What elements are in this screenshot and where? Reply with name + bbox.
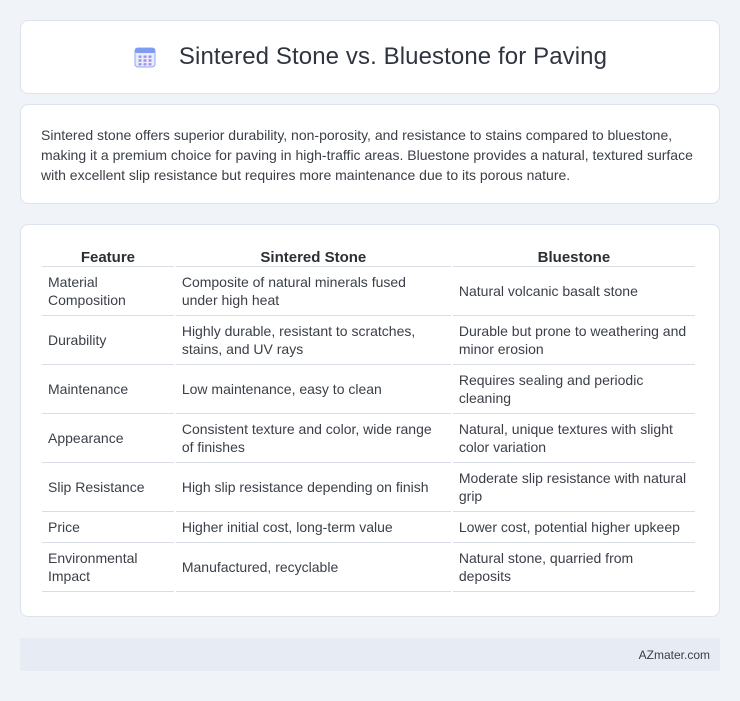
- table-row: [42, 316, 695, 365]
- bluestone-cell: Moderate slip resistance with natural grip: [453, 463, 695, 512]
- feature-cell: Durability: [42, 316, 174, 365]
- sintered-cell: Manufactured, recyclable: [176, 543, 451, 592]
- sintered-cell: Higher initial cost, long-term value: [176, 512, 451, 543]
- bluestone-cell: Natural, unique textures with slight color variation: [453, 414, 695, 463]
- intro-card: [20, 104, 720, 204]
- sintered-cell: Composite of natural minerals fused under high heat: [176, 267, 451, 316]
- bluestone-cell: Natural volcanic basalt stone: [453, 267, 695, 316]
- header-feature: Feature: [42, 245, 174, 267]
- feature-cell: Environmental Impact: [42, 543, 174, 592]
- sintered-cell: Consistent texture and color, wide range of finishes: [176, 414, 451, 463]
- title-card: [20, 20, 720, 94]
- intro-paragraph: Sintered stone offers superior durability, non-porosity, and resistance to stains compared to bluestone, making it a premium choice for paving in high-traffic areas. Bluestone provides a natural, textured surface with excellent slip resistance but requires more maintenance due to its porous nature.: [41, 127, 693, 183]
- comparison-table: [40, 245, 697, 592]
- feature-cell: Maintenance: [42, 365, 174, 414]
- header-sintered-stone: Sintered Stone: [176, 245, 451, 267]
- table-row: [42, 414, 695, 463]
- feature-cell: Material Composition: [42, 267, 174, 316]
- feature-cell: Slip Resistance: [42, 463, 174, 512]
- table-header-row: [42, 245, 695, 267]
- header-bluestone: Bluestone: [453, 245, 695, 267]
- table-row: [42, 463, 695, 512]
- comparison-table-card: [20, 224, 720, 617]
- table-row: [42, 267, 695, 316]
- sintered-cell: High slip resistance depending on finish: [176, 463, 451, 512]
- footer-bar: [20, 638, 720, 671]
- bluestone-cell: Requires sealing and periodic cleaning: [453, 365, 695, 414]
- page-title: Sintered Stone vs. Bluestone for Paving: [178, 43, 608, 70]
- footer-site-name: AZmater.com: [638, 647, 710, 662]
- bluestone-cell: Natural stone, quarried from deposits: [453, 543, 695, 592]
- sintered-cell: Highly durable, resistant to scratches, stains, and UV rays: [176, 316, 451, 365]
- table-row: [42, 365, 695, 414]
- calendar-icon: [133, 45, 157, 69]
- bluestone-cell: Lower cost, potential higher upkeep: [453, 512, 695, 543]
- sintered-cell: Low maintenance, easy to clean: [176, 365, 451, 414]
- title-group: [133, 43, 607, 71]
- feature-cell: Price: [42, 512, 174, 543]
- bluestone-cell: Durable but prone to weathering and minor erosion: [453, 316, 695, 365]
- feature-cell: Appearance: [42, 414, 174, 463]
- table-row: [42, 543, 695, 592]
- table-row: [42, 512, 695, 543]
